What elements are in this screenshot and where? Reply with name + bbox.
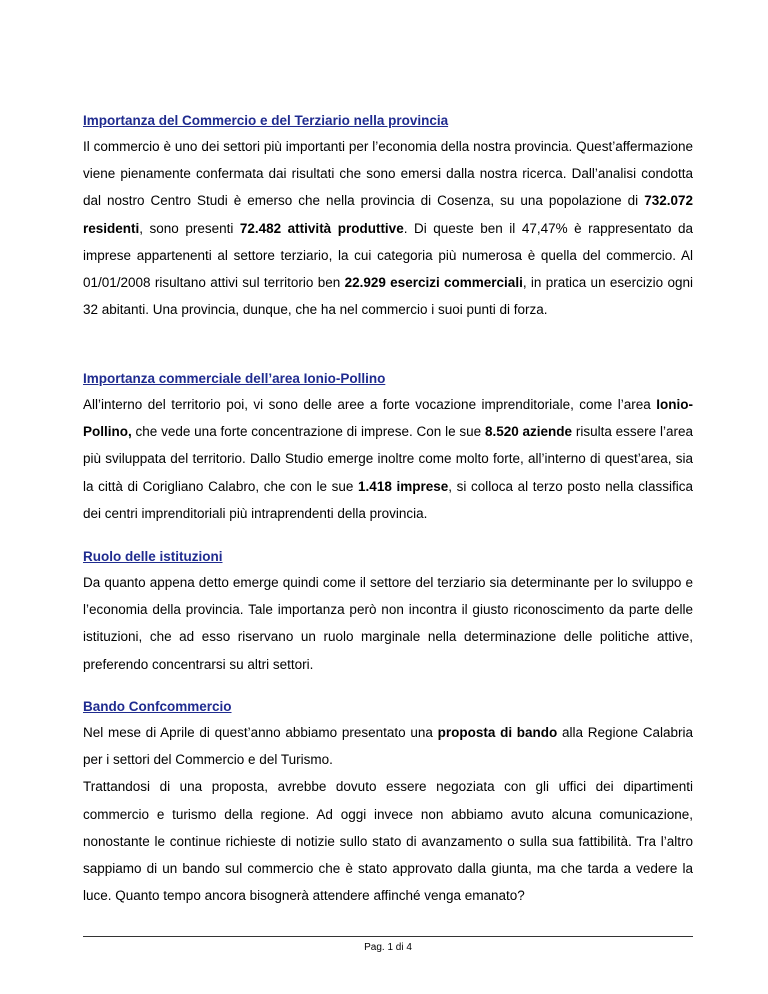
section-body — [83, 569, 693, 678]
section-ionio-pollino — [83, 369, 693, 527]
text-run: Trattandosi di una proposta, avrebbe dovuto essere negoziata con gli uffici dei dipartimenti commercio e turismo della regione. Ad oggi invece non abbiamo avuto alcuna comunicazione, nonostante le continue richieste di notizie sullo stato di avanzamento o sulla sua fattibilità. Tra l’altro sappiamo di un bando sul commercio che è stato approvato dalla giunta, ma che tarda a vedere la luce. Quanto tempo ancora bisognerà attendere affinché venga emanato? — [83, 779, 693, 904]
text-run: Il commercio è uno dei settori più importanti per l’economia della nostra provincia. Quest’affermazione viene pienamente confermata dai risultati che sono emersi dalla nostra ricerca. Dall’analisi condotta dal nostro Centro Studi è emerso che nella provincia di Cosenza, su una popolazione di — [83, 139, 693, 209]
bold-text: 1.418 imprese — [358, 478, 449, 494]
section-commercio-terziario — [83, 111, 693, 323]
section-heading: Importanza commerciale dell’area Ionio-Pollino — [83, 371, 386, 386]
text-run: risulta essere l’area più sviluppata del territorio. Dallo Studio emerge inoltre come molto forte, all’interno di quest’area, sia la città di Corigliano Calabro, che con le sue — [83, 424, 693, 494]
paragraph — [83, 719, 693, 773]
text-run: alla Regione Calabria per i settori del Commercio e del Turismo. — [83, 725, 693, 768]
section-heading: Bando Confcommercio — [83, 699, 232, 714]
bold-text: 72.482 attività produttive — [239, 220, 404, 236]
section-body — [83, 133, 693, 323]
section-body — [83, 719, 693, 909]
section-heading: Ruolo delle istituzioni — [83, 549, 223, 564]
section-heading: Importanza del Commercio e del Terziario nella provincia — [83, 113, 449, 128]
text-run: , in pratica un esercizio ogni 32 abitanti. Una provincia, dunque, che ha nel commercio i suoi punti di forza. — [83, 275, 694, 318]
text-run: All’interno del territorio poi, vi sono delle aree a forte vocazione imprenditoriale, come l’area — [83, 397, 657, 412]
section-bando-confcommercio — [83, 697, 693, 909]
paragraph — [83, 133, 693, 323]
bold-text: 732.072 residenti — [83, 193, 693, 236]
bold-text: proposta di bando — [437, 725, 558, 740]
bold-text: 8.520 aziende — [484, 424, 573, 440]
text-run: , si colloca al terzo posto nella classifica dei centri imprenditoriali più intraprendenti della provincia. — [83, 478, 693, 521]
section-ruolo-istituzioni — [83, 547, 693, 678]
paragraph — [83, 391, 693, 527]
text-run: , sono presenti — [139, 220, 240, 236]
section-body — [83, 391, 693, 527]
paragraph — [83, 569, 693, 678]
text-run: Nel mese di Aprile di quest’anno abbiamo presentato una — [83, 725, 438, 740]
bold-text: 22.929 esercizi commerciali — [344, 275, 523, 291]
text-run: che vede una forte concentrazione di imprese. Con le sue — [131, 424, 485, 440]
bold-text: Ionio-Pollino, — [83, 397, 693, 440]
text-run: Da quanto appena detto emerge quindi come il settore del terziario sia determinante per lo sviluppo e l’economia della provincia. Tale importanza però non incontra il giusto riconoscimento da parte delle istituzioni, che ad esso riservano un ruolo marginale nella determinazione delle politiche attive, preferendo concentrarsi su altri settori. — [83, 575, 693, 672]
footer-divider — [83, 936, 693, 937]
paragraph — [83, 773, 693, 909]
text-run: . Di queste ben il 47,47% è rappresentato da imprese appartenenti al settore terziario, la cui categoria più numerosa è quella del commercio. Al 01/01/2008 risultano attivi sul territorio ben — [83, 220, 693, 291]
page-number: Pag. 1 di 4 — [364, 942, 412, 953]
